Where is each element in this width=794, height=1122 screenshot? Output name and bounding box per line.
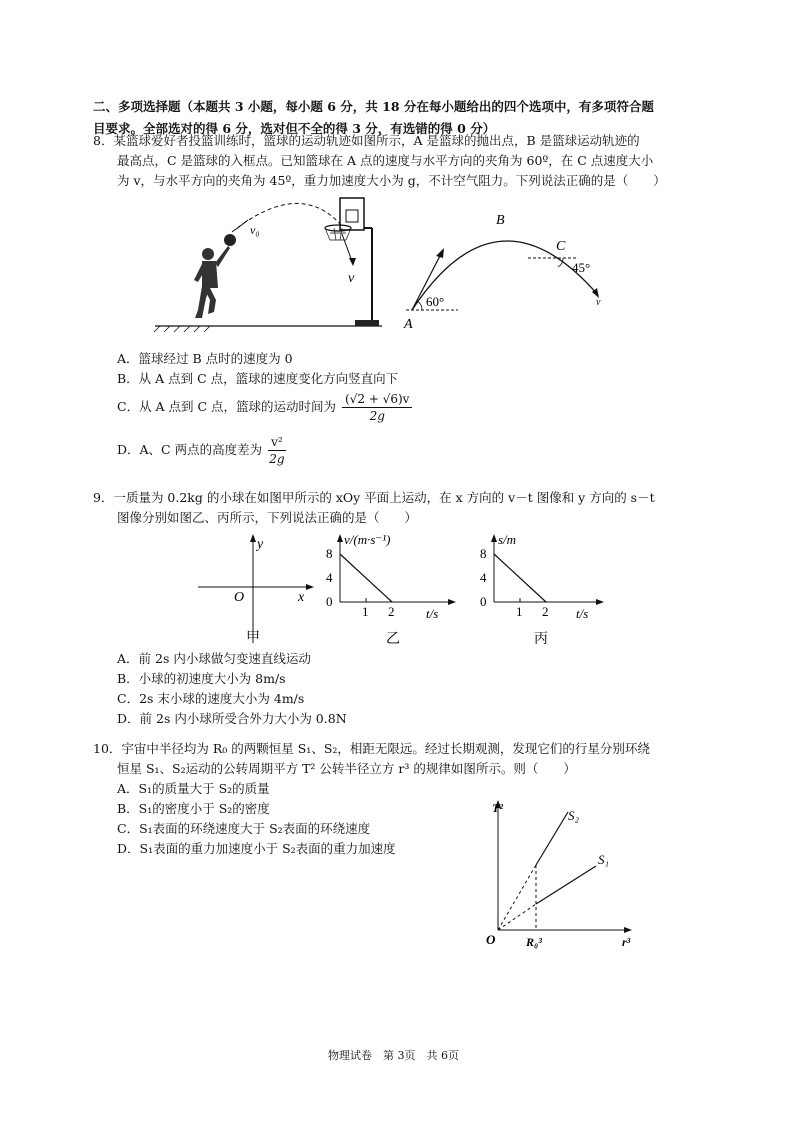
s2-label: S₂ — [568, 808, 580, 823]
q8-option-d-fraction — [268, 434, 286, 467]
bing-caption: 丙 — [534, 632, 548, 647]
v-label: v — [348, 271, 355, 286]
yi-y-label: v/(m·s⁻¹) — [344, 532, 391, 547]
yi-tick-4: 4 — [326, 570, 333, 585]
jia-x-label: x — [298, 590, 305, 605]
point-b-label: B — [496, 213, 505, 228]
jia-y-label: y — [257, 537, 264, 552]
yi-tick-x2: 2 — [388, 604, 395, 619]
angle-60-label: 60° — [426, 294, 445, 309]
q8-option-c-fraction — [342, 391, 412, 424]
bing-x-label: t/s — [576, 606, 589, 621]
s2-line — [536, 812, 568, 865]
yi-x-label: t/s — [426, 606, 439, 621]
page-footer: 物理试卷 第 3页 共 6页 — [328, 1049, 459, 1062]
q9-stem-line1: 9．一质量为 0.2kg 的小球在如图甲所示的 xOy 平面上运动，在 x 方向的 v－t 图像和 y 方向的 s－t — [93, 490, 655, 505]
section-title-line2: 目要求。全部选对的得 6 分，选对但不全的得 3 分，有选错的得 0 分） — [93, 121, 496, 136]
q8-option-c-denominator: 2g — [369, 409, 385, 423]
s1-line — [536, 866, 596, 904]
q9-figure-yi — [322, 528, 462, 650]
jia-caption: 甲 — [246, 631, 260, 646]
yi-tick-0: 0 — [326, 594, 333, 609]
yi-caption: 乙 — [386, 632, 400, 647]
point-a-label: A — [404, 317, 413, 332]
q10-option-b: B．S₁的密度小于 S₂的密度 — [117, 801, 270, 816]
v0-label: v₀ — [250, 223, 260, 237]
point-c-label: C — [556, 239, 566, 254]
q9-option-d: D．前 2s 内小球所受合外力大小为 0.8N — [117, 711, 347, 726]
bing-tick-x1: 1 — [516, 604, 523, 619]
q10-stem-line1: 10．宇宙中半径均为 R₀ 的两颗恒星 S₁、S₂，相距无限远。经过长期观测，发现它们的行星分别环绕 — [93, 741, 650, 756]
q9-figure-jia — [190, 530, 320, 650]
angle-45-label: 45° — [572, 260, 591, 275]
q8-option-c-text: C．从 A 点到 C 点，篮球的运动时间为 — [117, 399, 337, 414]
bing-tick-4: 4 — [480, 570, 487, 585]
bing-y-label: s/m — [498, 532, 517, 547]
q10-origin-label: O — [486, 932, 496, 947]
section-title-line1: 二、多项选择题（本题共 3 小题，每小题 6 分，共 18 分在每小题给出的四个选项中，有多项符合题 — [93, 99, 654, 114]
q8-option-d-numerator: v² — [268, 434, 286, 451]
yi-tick-x1: 1 — [362, 604, 369, 619]
q8-basketball-figure — [150, 188, 390, 338]
r3-label: r³ — [622, 935, 631, 949]
r0-label: R₀³ — [526, 935, 542, 949]
q10-graph — [480, 790, 640, 960]
hoop-base — [355, 320, 379, 326]
jia-origin-label: O — [234, 590, 245, 605]
q8-option-c — [117, 391, 414, 424]
q9-figure-bing — [476, 528, 616, 650]
q10-stem-line2: 恒星 S₁、S₂运动的公转周期平方 T² 公转半径立方 r³ 的规律如图所示。则（ ） — [117, 761, 576, 776]
yi-data-line — [340, 554, 392, 602]
q8-stem-line2: 最高点，C 是篮球的入框点。已知篮球在 A 点的速度与水平方向的夹角为 60º，在 C 点速度大小 — [117, 153, 654, 168]
bing-tick-8: 8 — [480, 546, 487, 561]
player-figure — [194, 246, 230, 318]
q8-trajectory-diagram — [398, 200, 618, 335]
q8-option-c-numerator: (√2 + √6)v — [342, 391, 412, 408]
q9-option-c: C．2s 末小球的速度大小为 4m/s — [117, 691, 305, 706]
yi-tick-8: 8 — [326, 546, 333, 561]
q9-option-a: A．前 2s 内小球做匀变速直线运动 — [117, 651, 311, 666]
q8-option-d-text: D．A、C 两点的高度差为 — [117, 442, 263, 457]
q9-option-b: B．小球的初速度大小为 8m/s — [117, 671, 286, 686]
q8-stem-line1: 8．某篮球爱好者投篮训练时，篮球的运动轨迹如图所示，A 是篮球的抛出点，B 是篮球运动轨迹的 — [93, 133, 640, 148]
q10-option-d: D．S₁表面的重力加速度小于 S₂表面的重力加速度 — [117, 841, 396, 856]
bing-tick-0: 0 — [480, 594, 487, 609]
q10-option-c: C．S₁表面的环绕速度大于 S₂表面的环绕速度 — [117, 821, 371, 836]
bing-data-line — [494, 554, 546, 602]
s1-label: S₁ — [598, 852, 610, 867]
basketball — [224, 234, 236, 246]
bing-tick-x2: 2 — [542, 604, 549, 619]
v-small-label: v — [596, 297, 601, 308]
q8-option-d — [117, 434, 288, 467]
t2-label: T² — [492, 801, 503, 815]
q8-stem-line3: 为 v，与水平方向的夹角为 45º，重力加速度大小为 g，不计空气阻力。下列说法正确的是（ ） — [117, 173, 666, 188]
q8-option-b: B．从 A 点到 C 点，篮球的速度变化方向竖直向下 — [117, 371, 399, 386]
q9-stem-line2: 图像分别如图乙、丙所示，下列说法正确的是（ ） — [117, 510, 418, 525]
q10-option-a: A．S₁的质量大于 S₂的质量 — [117, 781, 270, 796]
q8-option-d-denominator: 2g — [269, 452, 285, 466]
q8-option-a: A．篮球经过 B 点时的速度为 0 — [117, 351, 293, 366]
